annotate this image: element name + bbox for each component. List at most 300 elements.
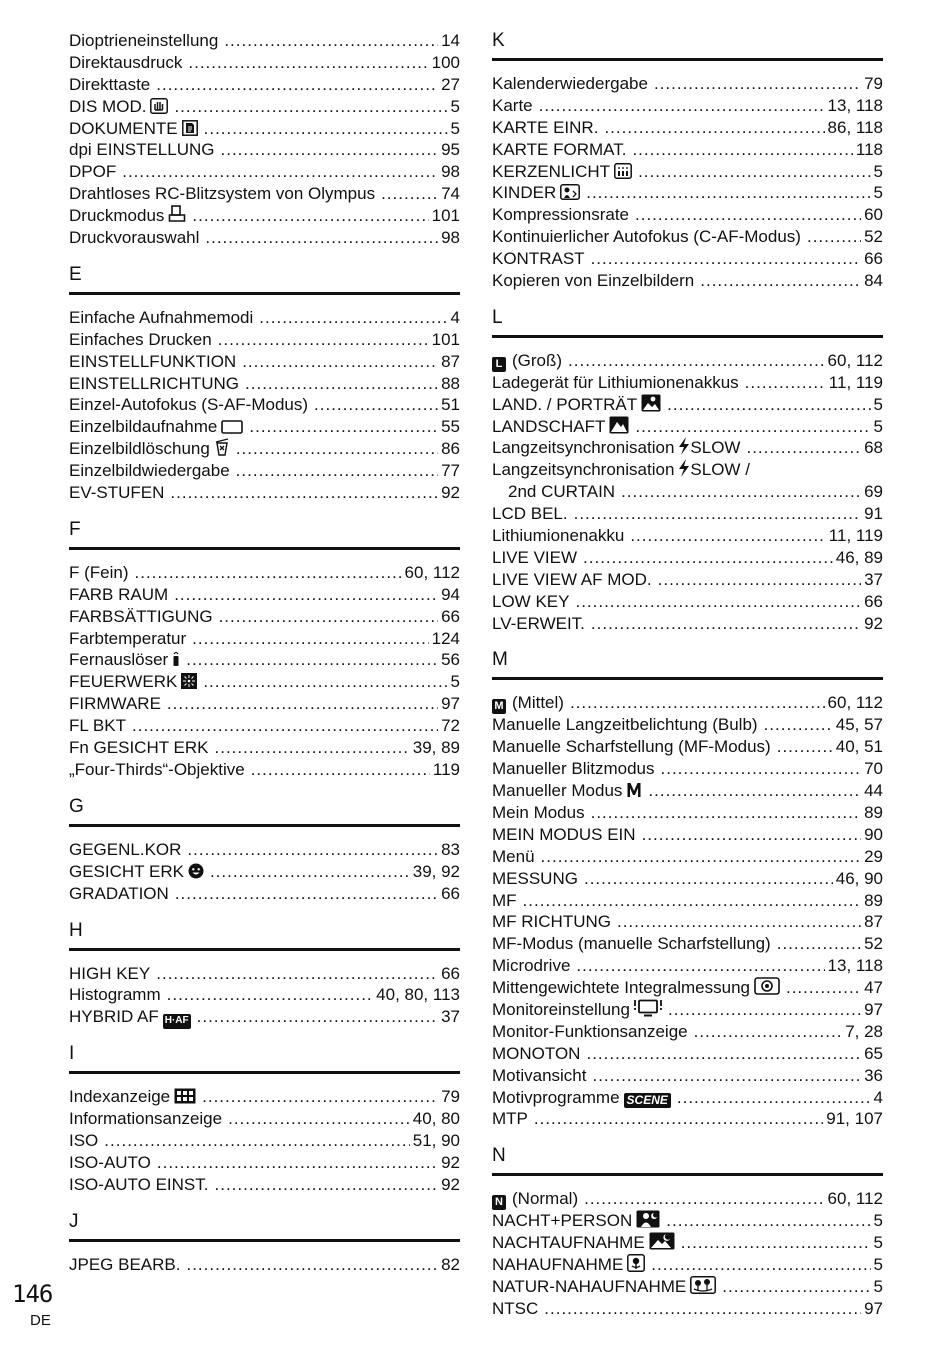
entry-pages: 5 xyxy=(450,118,460,138)
entry-term-text: Einzelbildaufnahme xyxy=(69,417,218,437)
index-entry[interactable] xyxy=(492,591,883,613)
entry-term xyxy=(69,139,215,161)
entry-term xyxy=(69,394,308,416)
entry-term-text: Einfaches Drucken xyxy=(69,329,212,349)
entry-term-text: Farbtemperatur xyxy=(69,628,187,648)
entry-term-text: Monitor-Funktionsanzeige xyxy=(492,1021,688,1041)
entry-term xyxy=(69,74,150,96)
entry-term-text: FEUERWERK xyxy=(69,672,178,692)
entry-pages: 40, 80, 113 xyxy=(376,985,460,1005)
entry-term xyxy=(492,1276,716,1300)
index-entry[interactable] xyxy=(492,890,883,912)
index-entry[interactable] xyxy=(492,1210,883,1232)
leader-dots xyxy=(591,248,862,270)
index-entry[interactable] xyxy=(69,1006,460,1028)
index-entry[interactable] xyxy=(492,459,883,481)
index-entry[interactable] xyxy=(492,1188,883,1210)
index-entry[interactable] xyxy=(69,205,460,227)
entry-term xyxy=(69,1174,209,1196)
entry-term-text: FIRMWARE xyxy=(69,694,161,714)
entry-pages: 45, 57 xyxy=(835,715,883,735)
index-entry[interactable] xyxy=(492,1065,883,1087)
entry-pages: 97 xyxy=(864,999,883,1019)
entry-term xyxy=(492,95,533,117)
leader-dots xyxy=(210,861,410,883)
entry-term-text: FARB RAUM xyxy=(69,584,169,604)
entry-term-text: Lithiumionenakku xyxy=(492,526,625,546)
entry-pages: 5 xyxy=(873,1211,883,1231)
entry-term xyxy=(492,1298,538,1320)
entry-term-text: MEIN MODUS EIN xyxy=(492,824,636,844)
index-entry[interactable] xyxy=(492,139,883,161)
section-rule xyxy=(69,824,460,827)
leader-dots xyxy=(132,715,438,737)
entry-term-text: Mein Modus xyxy=(492,802,585,822)
entry-pages: 66 xyxy=(864,249,883,269)
entry-term xyxy=(492,350,562,372)
entry-term-text: NTSC xyxy=(492,1298,539,1318)
document-scene-icon xyxy=(182,120,198,142)
entry-term-text: NAHAUFNAHME xyxy=(492,1254,624,1274)
entry-term xyxy=(69,1152,151,1174)
entry-term xyxy=(492,459,750,483)
entry-pages: 87 xyxy=(441,351,460,371)
index-entry[interactable] xyxy=(492,503,883,525)
entry-term-text: MONOTON xyxy=(492,1043,581,1063)
entry-term xyxy=(69,52,182,74)
entry-pages: 5 xyxy=(450,672,460,692)
leader-dots xyxy=(576,955,824,977)
leader-dots xyxy=(617,911,861,933)
entry-term xyxy=(492,977,780,1001)
leader-dots xyxy=(242,351,438,373)
leader-dots xyxy=(722,1276,870,1298)
leader-dots xyxy=(539,95,825,117)
entry-term xyxy=(69,1254,180,1276)
entry-term-text: Druckvorauswahl xyxy=(69,228,200,248)
index-entry[interactable] xyxy=(69,438,460,460)
entry-pages: 83 xyxy=(441,839,460,859)
index-entry[interactable] xyxy=(69,737,460,759)
index-entry[interactable] xyxy=(492,481,883,503)
index-entry[interactable] xyxy=(492,780,883,802)
index-entry[interactable] xyxy=(492,95,883,117)
entry-pages: 100 xyxy=(431,52,460,72)
index-entry[interactable] xyxy=(69,139,460,161)
entry-term-text: KARTE EINR. xyxy=(492,117,599,137)
index-entry[interactable] xyxy=(492,736,883,758)
entry-term-text: MF-Modus (manuelle Scharfstellung) xyxy=(492,934,771,954)
index-entry[interactable] xyxy=(69,1254,460,1276)
leader-dots xyxy=(635,204,861,226)
leader-dots xyxy=(314,394,438,416)
entry-term xyxy=(69,562,129,584)
entry-pages: 101 xyxy=(431,206,460,226)
index-entry[interactable] xyxy=(69,1130,460,1152)
entry-term xyxy=(492,73,648,95)
index-entry[interactable] xyxy=(492,999,883,1021)
entry-term-text: Fernauslöser xyxy=(69,650,169,670)
leader-dots xyxy=(122,161,438,183)
entry-term xyxy=(492,1087,671,1109)
section-spacer xyxy=(492,1130,883,1145)
index-entry[interactable] xyxy=(69,628,460,650)
index-entry[interactable] xyxy=(492,824,883,846)
section-spacer xyxy=(69,1028,460,1043)
leader-dots xyxy=(575,591,861,613)
index-entry[interactable] xyxy=(492,73,883,95)
leader-dots xyxy=(249,416,438,438)
entry-term-text: Druckmodus xyxy=(69,206,165,226)
printer-icon xyxy=(168,205,186,229)
entry-term xyxy=(492,1043,580,1065)
index-entry[interactable] xyxy=(69,96,460,118)
entry-pages: 66 xyxy=(864,591,883,611)
entry-pages: 90 xyxy=(864,824,883,844)
entry-term xyxy=(492,1065,586,1087)
section-letter-j: J xyxy=(69,1210,79,1232)
section-rule xyxy=(69,948,460,951)
entry-term xyxy=(69,628,186,650)
leader-dots xyxy=(642,824,862,846)
index-entry[interactable] xyxy=(492,1298,883,1320)
entry-pages: 5 xyxy=(873,394,883,414)
leader-dots xyxy=(534,1108,823,1130)
index-entry[interactable] xyxy=(69,161,460,183)
leader-dots xyxy=(700,270,861,292)
hybrid-af-icon: H·AF xyxy=(163,1014,191,1029)
landscape-icon xyxy=(609,416,629,440)
leader-dots xyxy=(586,182,870,204)
index-entry[interactable] xyxy=(69,562,460,584)
entry-pages: 37 xyxy=(441,1007,460,1027)
entry-term-text: LIVE VIEW AF MOD. xyxy=(492,569,652,589)
entry-pages: 92 xyxy=(864,613,883,633)
index-entry[interactable] xyxy=(69,416,460,438)
index-entry[interactable] xyxy=(492,437,883,459)
index-entry[interactable] xyxy=(69,984,460,1006)
entry-term-text: Dioptrieneinstellung xyxy=(69,31,219,50)
index-entry[interactable] xyxy=(69,394,460,416)
entry-term-text: DIS MOD. xyxy=(69,96,147,116)
entry-pages: 5 xyxy=(873,1233,883,1253)
index-entry[interactable] xyxy=(492,714,883,736)
entry-term xyxy=(69,438,230,462)
section-letter-n: N xyxy=(492,1145,506,1167)
entry-term xyxy=(69,584,168,606)
leader-dots xyxy=(541,846,862,868)
entry-term-text: LCD BEL. xyxy=(492,504,568,524)
entry-term-text: (Groß) xyxy=(512,350,563,370)
entry-term xyxy=(492,569,652,591)
entry-term-text: Informationsanzeige xyxy=(69,1109,223,1129)
index-entry[interactable] xyxy=(492,977,883,999)
index-entry[interactable] xyxy=(492,117,883,139)
index-entry[interactable] xyxy=(69,460,460,482)
leader-dots xyxy=(677,1087,871,1109)
entry-term-text: KERZENLICHT xyxy=(492,161,611,181)
entry-term-text: LAND. / PORTRÄT xyxy=(492,394,638,414)
index-entry[interactable] xyxy=(69,671,460,693)
entry-term-text: MF xyxy=(492,890,517,910)
index-entry[interactable] xyxy=(69,183,460,205)
index-entry[interactable] xyxy=(492,394,883,416)
leader-dots xyxy=(203,671,447,693)
entry-term-text: Ladegerät für Lithiumionenakkus xyxy=(492,372,739,392)
leader-dots xyxy=(259,307,447,329)
entry-term-text: Manueller Modus xyxy=(492,781,623,801)
entry-term xyxy=(69,30,218,52)
leader-dots xyxy=(221,139,439,161)
index-entry[interactable] xyxy=(492,1232,883,1254)
entry-term-text: KONTRAST xyxy=(492,249,585,269)
leader-dots xyxy=(215,1174,439,1196)
index-entry[interactable] xyxy=(492,350,883,372)
index-entry[interactable] xyxy=(492,613,883,635)
entry-term xyxy=(492,372,739,394)
index-entry[interactable] xyxy=(492,868,883,890)
entry-pages: 7, 28 xyxy=(845,1021,883,1041)
index-entry[interactable] xyxy=(69,52,460,74)
entry-term-text: KINDER xyxy=(492,183,557,203)
entry-term xyxy=(492,270,694,292)
entry-pages: 94 xyxy=(441,584,460,604)
index-entry[interactable] xyxy=(492,802,883,824)
entry-term-text: Manuelle Scharfstellung (MF-Modus) xyxy=(492,737,771,757)
index-entry[interactable] xyxy=(69,482,460,504)
entry-pages: 97 xyxy=(864,1298,883,1318)
entry-term xyxy=(492,955,570,977)
entry-pages: 95 xyxy=(441,140,460,160)
index-entry[interactable] xyxy=(69,693,460,715)
entry-pages: 88 xyxy=(441,373,460,393)
entry-pages: 37 xyxy=(864,569,883,589)
entry-term xyxy=(492,802,585,824)
entry-term xyxy=(69,1006,191,1029)
leader-dots xyxy=(654,73,861,95)
leader-dots xyxy=(583,547,833,569)
index-entry[interactable] xyxy=(492,911,883,933)
entry-term-text: LANDSCHAFT xyxy=(492,416,606,436)
index-entry[interactable] xyxy=(69,649,460,671)
entry-term-text: Indexanzeige xyxy=(69,1087,171,1107)
index-entry[interactable] xyxy=(69,606,460,628)
section-spacer xyxy=(492,634,883,649)
entry-pages: 40, 80 xyxy=(412,1109,460,1129)
entry-pages: 40, 51 xyxy=(835,737,883,757)
index-entry[interactable] xyxy=(492,161,883,183)
section-letter-i: I xyxy=(69,1043,75,1065)
entry-term-text: ISO xyxy=(69,1130,99,1150)
entry-term-text: dpi EINSTELLUNG xyxy=(69,140,215,160)
entry-pages: 68 xyxy=(864,438,883,458)
index-entry[interactable] xyxy=(492,270,883,292)
night-portrait-icon xyxy=(636,1210,660,1234)
entry-pages: 82 xyxy=(441,1254,460,1274)
entry-pages: 36 xyxy=(864,1065,883,1085)
entry-pages: 52 xyxy=(864,934,883,954)
index-entry[interactable] xyxy=(69,839,460,861)
entry-term xyxy=(492,1021,688,1043)
index-entry[interactable] xyxy=(69,373,460,395)
entry-term xyxy=(69,759,245,781)
index-entry[interactable] xyxy=(69,1086,460,1108)
entry-term-text: KARTE FORMAT. xyxy=(492,139,627,159)
index-entry[interactable] xyxy=(492,758,883,780)
hand-stabilizer-icon xyxy=(150,98,168,120)
face-icon xyxy=(188,863,204,885)
entry-pages: 92 xyxy=(441,483,460,503)
center-weighted-icon xyxy=(754,977,780,1001)
index-entry[interactable] xyxy=(492,416,883,438)
entry-term xyxy=(492,1254,645,1278)
monitor-icon xyxy=(634,999,662,1023)
section-rule xyxy=(69,292,460,295)
leader-dots xyxy=(523,890,862,912)
nature-macro-icon xyxy=(690,1276,716,1300)
leader-dots xyxy=(251,759,430,781)
entry-pages: 66 xyxy=(441,606,460,626)
index-entry[interactable] xyxy=(69,307,460,329)
entry-term-text: Direkttaste xyxy=(69,74,151,94)
index-entry[interactable] xyxy=(492,1276,883,1298)
entry-term xyxy=(69,118,198,142)
entry-term-text: Fn GESICHT ERK xyxy=(69,738,209,758)
leader-dots xyxy=(746,437,861,459)
index-entry[interactable] xyxy=(492,372,883,394)
index-entry[interactable] xyxy=(492,1108,883,1130)
image-size-m-icon: M xyxy=(492,699,506,714)
index-entry[interactable] xyxy=(69,118,460,140)
entry-term-text: Menü xyxy=(492,846,535,866)
index-entry[interactable] xyxy=(69,883,460,905)
index-entry[interactable] xyxy=(492,204,883,226)
entry-term xyxy=(492,547,577,569)
leader-dots xyxy=(205,227,438,249)
index-entry[interactable] xyxy=(492,525,883,547)
entry-term xyxy=(69,1108,222,1130)
index-entry[interactable] xyxy=(492,955,883,977)
leader-dots xyxy=(694,1021,843,1043)
leader-dots xyxy=(104,1130,409,1152)
entry-pages: 91 xyxy=(864,504,883,524)
entry-term xyxy=(492,780,642,804)
landscape-portrait-icon xyxy=(641,394,661,418)
leader-dots xyxy=(219,606,439,628)
index-entry[interactable] xyxy=(492,1021,883,1043)
entry-term-text: MF RICHTUNG xyxy=(492,912,611,932)
entry-term xyxy=(69,1130,98,1152)
entry-term-text: JPEG BEARB. xyxy=(69,1254,181,1274)
leader-dots xyxy=(584,868,833,890)
entry-pages: 29 xyxy=(864,846,883,866)
index-entry[interactable] xyxy=(492,182,883,204)
leader-dots xyxy=(638,161,870,183)
leader-dots xyxy=(544,1298,861,1320)
fireworks-icon xyxy=(181,673,197,695)
index-entry[interactable] xyxy=(492,933,883,955)
index-entry[interactable] xyxy=(492,692,883,714)
index-entry[interactable] xyxy=(492,1087,883,1109)
leader-dots xyxy=(777,933,861,955)
entry-term xyxy=(69,1086,196,1110)
leader-dots xyxy=(174,96,447,118)
leader-dots xyxy=(186,1254,438,1276)
index-entry[interactable] xyxy=(69,584,460,606)
index-entry[interactable] xyxy=(69,227,460,249)
entry-term xyxy=(492,758,655,780)
entry-term xyxy=(69,329,212,351)
entry-term-text: Kopieren von Einzelbildern xyxy=(492,271,695,291)
section-spacer xyxy=(69,249,460,264)
entry-term-text: Einzelbildlöschung xyxy=(69,439,210,459)
index-entry[interactable] xyxy=(69,715,460,737)
index-entry[interactable] xyxy=(492,547,883,569)
children-icon xyxy=(560,184,580,206)
leader-dots xyxy=(621,481,861,503)
macro-icon xyxy=(627,1254,645,1278)
index-entry[interactable] xyxy=(492,226,883,248)
index-entry[interactable] xyxy=(492,1043,883,1065)
leader-dots xyxy=(236,460,438,482)
leader-dots xyxy=(174,584,438,606)
leader-dots xyxy=(604,117,824,139)
index-entry[interactable] xyxy=(69,963,460,985)
leader-dots xyxy=(218,329,429,351)
index-entry[interactable] xyxy=(69,1174,460,1196)
entry-term xyxy=(69,227,199,249)
index-entry[interactable] xyxy=(69,351,460,373)
entry-pages: 5 xyxy=(873,161,883,181)
entry-term-text: GRADATION xyxy=(69,883,169,903)
entry-pages: 4 xyxy=(873,1087,883,1107)
entry-term xyxy=(69,671,197,695)
index-entry[interactable] xyxy=(69,861,460,883)
entry-term xyxy=(492,714,758,736)
index-entry[interactable] xyxy=(69,30,460,52)
leader-dots xyxy=(630,525,825,547)
index-entry[interactable] xyxy=(492,846,883,868)
entry-term-text: F (Fein) xyxy=(69,562,129,582)
index-column-right xyxy=(492,30,883,1320)
leader-dots xyxy=(764,714,833,736)
index-entry[interactable] xyxy=(69,329,460,351)
index-entry[interactable] xyxy=(69,1108,460,1130)
entry-term-text: Einzelbildwiedergabe xyxy=(69,461,230,481)
entry-term-text: 2nd CURTAIN xyxy=(508,482,616,502)
entry-pages: 46, 90 xyxy=(835,868,883,888)
leader-dots xyxy=(215,737,410,759)
index-entry[interactable] xyxy=(69,1152,460,1174)
index-entry[interactable] xyxy=(69,74,460,96)
entry-pages: 72 xyxy=(441,716,460,736)
section-letter-m: M xyxy=(492,649,508,671)
index-entry[interactable] xyxy=(492,569,883,591)
index-entry[interactable] xyxy=(492,1254,883,1276)
entry-term-text: Microdrive xyxy=(492,956,571,976)
entry-term xyxy=(69,416,243,440)
section-spacer xyxy=(69,905,460,920)
entry-term-text: ISO-AUTO EINST. xyxy=(69,1174,209,1194)
index-entry[interactable] xyxy=(69,759,460,781)
leader-dots xyxy=(228,1108,410,1130)
leader-dots xyxy=(667,394,870,416)
leader-dots xyxy=(777,736,833,758)
entry-term-text: Manuelle Langzeitbelichtung (Bulb) xyxy=(492,715,758,735)
index-entry[interactable] xyxy=(492,248,883,270)
section-rule xyxy=(492,1173,883,1176)
section-rule xyxy=(492,335,883,338)
